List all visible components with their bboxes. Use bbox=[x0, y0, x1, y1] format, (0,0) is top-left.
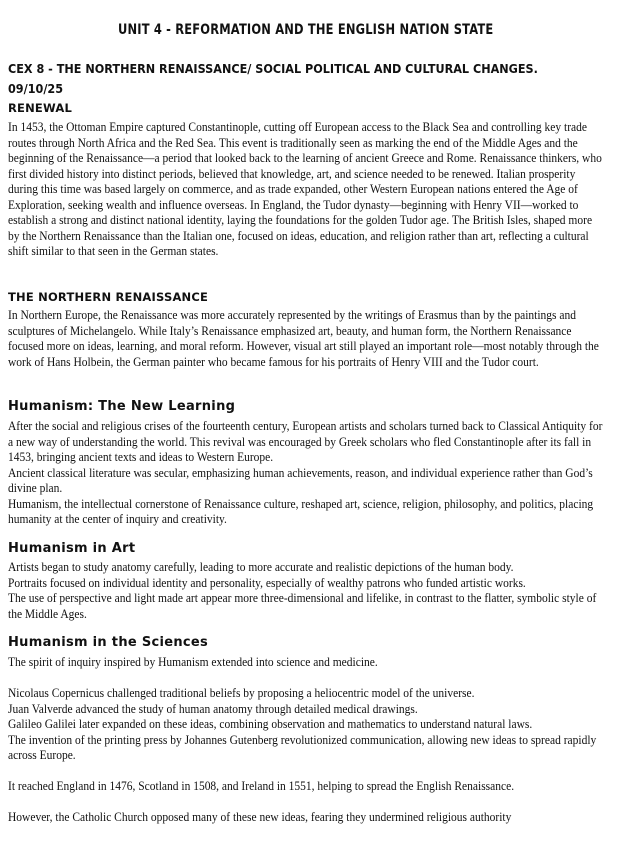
section-heading-northern-renaissance: THE NORTHERN RENAISSANCE bbox=[8, 290, 209, 304]
lesson-heading bbox=[8, 59, 606, 99]
section-body-humanism-in-art bbox=[8, 560, 606, 622]
section-heading-humanism: Humanism: The New Learning bbox=[8, 399, 236, 414]
section-body-humanism bbox=[8, 419, 606, 528]
paragraph: After the social and religious crises of the fourteenth century, European artists and scholars turned back to Classical Antiquity for a new way of understanding the world. This revival was encouraged by Greek scholars who fled Constantinople after its fall in 1453, bringing ancient texts and ideas to Western Europe. bbox=[8, 419, 603, 464]
paragraph-gap bbox=[8, 795, 606, 811]
paragraph: Juan Valverde advanced the study of human anatomy through detailed medical drawings. bbox=[8, 701, 418, 716]
paragraph: However, the Catholic Church opposed many of these new ideas, fearing they undermined religious authority bbox=[8, 810, 512, 824]
lesson-date: 09/10/25 bbox=[8, 82, 64, 96]
paragraph: Galileo Galilei later expanded on these ideas, combining observation and mathematics to understand natural laws. bbox=[8, 717, 533, 731]
lesson-title: CEX 8 - THE NORTHERN RENAISSANCE/ SOCIAL POLITICAL AND CULTURAL CHANGES. bbox=[8, 62, 538, 76]
paragraph: Humanism, the intellectual cornerstone of Renaissance culture, reshaped art, science, religion, philosophy, and politics, placing humanity at the center of inquiry and creativity. bbox=[8, 496, 594, 526]
section-heading-humanism-in-art: Humanism in Art bbox=[8, 541, 136, 556]
paragraph: The spirit of inquiry inspired by Humanism extended into science and medicine. bbox=[8, 655, 378, 669]
section-body-northern-renaissance bbox=[8, 308, 606, 370]
section-heading-humanism-in-sciences: Humanism in the Sciences bbox=[8, 635, 209, 650]
section-heading-renewal: RENEWAL bbox=[8, 101, 72, 115]
paragraph: In Northern Europe, the Renaissance was more accurately represented by the writings of Erasmus than by the paintings and sculptures of Michelangelo. While Italy’s Renaissance emphasized art, beauty, and human form, the Northern Renaissance focused more on ideas, learning, and moral reform. However, visual art still played an important role—most notably through the work of Hans Holbein, the German painter who became famous for his portraits of Henry VIII and the Tudor court. bbox=[8, 308, 599, 369]
section-body-humanism-in-sciences bbox=[8, 655, 606, 826]
paragraph: Ancient classical literature was secular, emphasizing human achievements, reason, and individual experience rather than God’s divine plan. bbox=[8, 465, 593, 495]
paragraph: The invention of the printing press by Johannes Gutenberg revolutionized communication, allowing new ideas to spread rapidly across Europe. bbox=[8, 732, 597, 762]
paragraph: Portraits focused on individual identity and personality, especially of wealthy patrons who funded artistic works. bbox=[8, 575, 526, 590]
paragraph-gap bbox=[8, 764, 606, 780]
paragraph: The use of perspective and light made art appear more three-dimensional and lifelike, in contrast to the flatter, symbolic style of the Middle Ages. bbox=[8, 591, 597, 621]
paragraph-gap bbox=[8, 671, 606, 687]
paragraph: Artists began to study anatomy carefully, leading to more accurate and realistic depictions of the human body. bbox=[8, 560, 514, 574]
section-body-renewal bbox=[8, 120, 606, 260]
unit-title: UNIT 4 - REFORMATION AND THE ENGLISH NATION STATE bbox=[118, 22, 494, 38]
paragraph: In 1453, the Ottoman Empire captured Constantinople, cutting off European access to the Black Sea and controlling key trade routes through North Africa and the Red Sea. This event is traditionally seen as marking the end of the Middle Ages and the beginning of the Renaissance—a period that looked back to the learning of ancient Greece and Rome. Renaissance thinkers, who first divided history into distinct periods, believed that knowledge, art, and science needed to be renewed. Italian prosperity during this time was based largely on commerce, and as trade expanded, other Western European nations entered the Age of Exploration, seeking wealth and influence overseas. In England, the Tudor dynasty—beginning with Henry VII—worked to establish a strong and distinct national identity, laying the foundations for the golden Tudor age. The British Isles, shaped more by the Northern Renaissance than the Italian one, focused on ideas, education, and religion rather than art, reflecting a cultural shift similar to that seen in the German states. bbox=[8, 120, 602, 258]
paragraph: Nicolaus Copernicus challenged traditional beliefs by proposing a heliocentric model of the universe. bbox=[8, 686, 475, 700]
paragraph: It reached England in 1476, Scotland in 1508, and Ireland in 1551, helping to spread the English Renaissance. bbox=[8, 779, 515, 793]
